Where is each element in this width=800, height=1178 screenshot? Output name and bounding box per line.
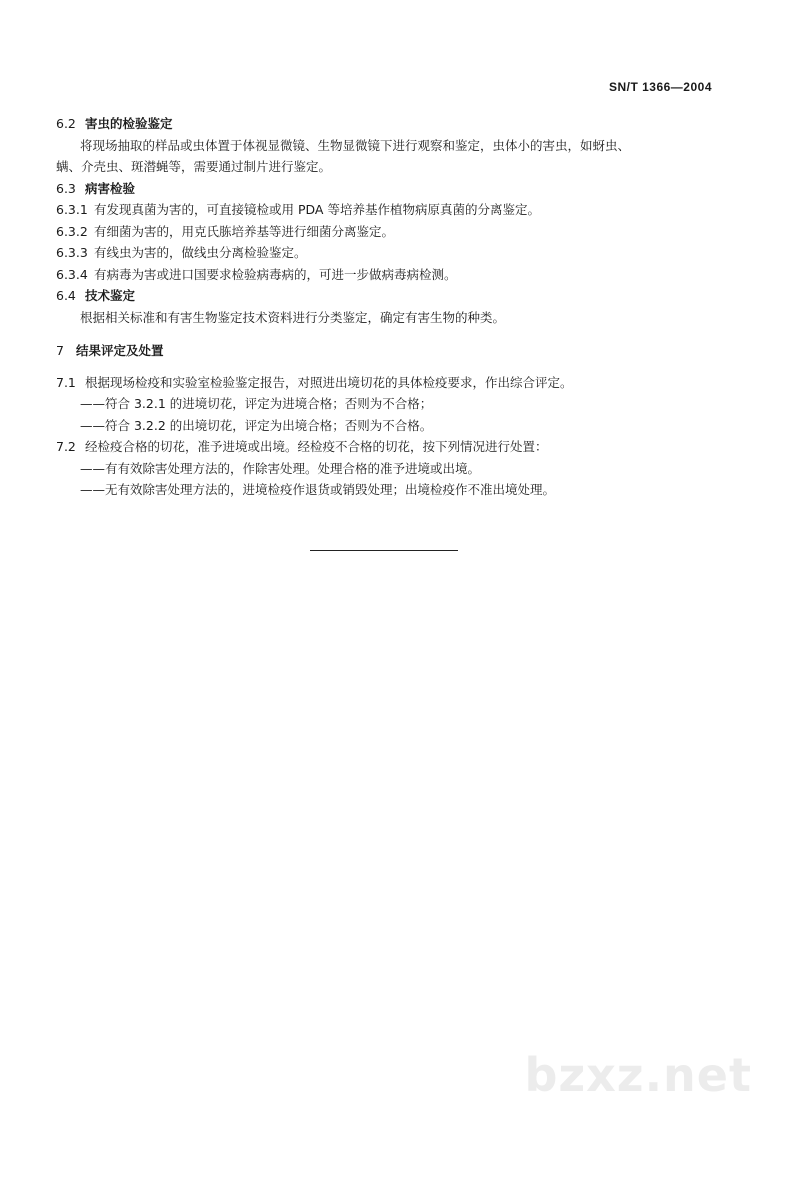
paragraph: 将现场抽取的样品或虫体置于体视显微镜、生物显微镜下进行观察和鉴定，虫体小的害虫，如蚜虫、 <box>80 137 631 153</box>
chapter-heading <box>56 340 736 362</box>
subsection-item <box>56 264 736 286</box>
subsection-number: 7.1 <box>56 374 76 390</box>
subsection-number: 6.3.4 <box>56 266 88 282</box>
subsection-text: 根据现场检疫和实验室检验鉴定报告，对照进出境切花的具体检疫要求，作出综合评定。 <box>85 374 573 390</box>
subsection-text: 有发现真菌为害的，可直接镜检或用 PDA 等培养基作植物病原真菌的分离鉴定。 <box>94 202 540 217</box>
section-number: 6.2 <box>56 116 76 131</box>
chapter-title: 结果评定及处置 <box>76 343 164 358</box>
subsection-text: 有细菌为害的，用克氏胨培养基等进行细菌分离鉴定。 <box>94 223 395 239</box>
document-number: SN/T 1366—2004 <box>608 80 712 94</box>
subsection-text: 经检疫合格的切花，准予进境或出境。经检疫不合格的切花，按下列情况进行处置： <box>85 439 548 454</box>
subsection-text: 有病毒为害或进口国要求检验病毒病的，可进一步做病毒病检测。 <box>94 266 457 282</box>
dash-item: ——符合 3.2.1 的进境切花，评定为进境合格；否则为不合格； <box>80 396 433 411</box>
dash-item: ——有有效除害处理方法的，作除害处理。处理合格的准予进境或出境。 <box>80 460 481 476</box>
subsection-item <box>56 436 736 458</box>
watermark: bzxz.net <box>524 1048 752 1102</box>
dash-item: ——符合 3.2.2 的出境切花，评定为出境合格；否则为不合格。 <box>80 417 433 433</box>
subsection-text: 有线虫为害的，做线虫分离检验鉴定。 <box>94 245 307 260</box>
paragraph-continuation: 螨、介壳虫、斑潜蝇等，需要通过制片进行鉴定。 <box>56 159 332 174</box>
document-body <box>56 113 736 501</box>
section-title: 技术鉴定 <box>85 288 136 303</box>
subsection-item <box>56 372 736 394</box>
subsection-number: 6.3.3 <box>56 245 88 260</box>
subsection-number: 7.2 <box>56 439 76 454</box>
subsection-item <box>56 199 736 221</box>
section-heading <box>56 178 736 200</box>
section-number: 6.4 <box>56 288 76 303</box>
section-number: 6.3 <box>56 180 76 196</box>
subsection-item <box>56 242 736 264</box>
section-heading <box>56 285 736 307</box>
subsection-number: 6.3.2 <box>56 223 88 239</box>
end-rule <box>310 550 458 551</box>
section-title: 病害检验 <box>85 180 136 196</box>
paragraph: 根据相关标准和有害生物鉴定技术资料进行分类鉴定，确定有害生物的种类。 <box>80 309 506 325</box>
chapter-number: 7 <box>56 343 64 358</box>
section-title: 害虫的检验鉴定 <box>85 116 173 131</box>
subsection-number: 6.3.1 <box>56 202 88 217</box>
dash-item: ——无有效除害处理方法的，进境检疫作退货或销毁处理；出境检疫作不准出境处理。 <box>80 482 556 497</box>
subsection-item <box>56 221 736 243</box>
section-heading <box>56 113 736 135</box>
